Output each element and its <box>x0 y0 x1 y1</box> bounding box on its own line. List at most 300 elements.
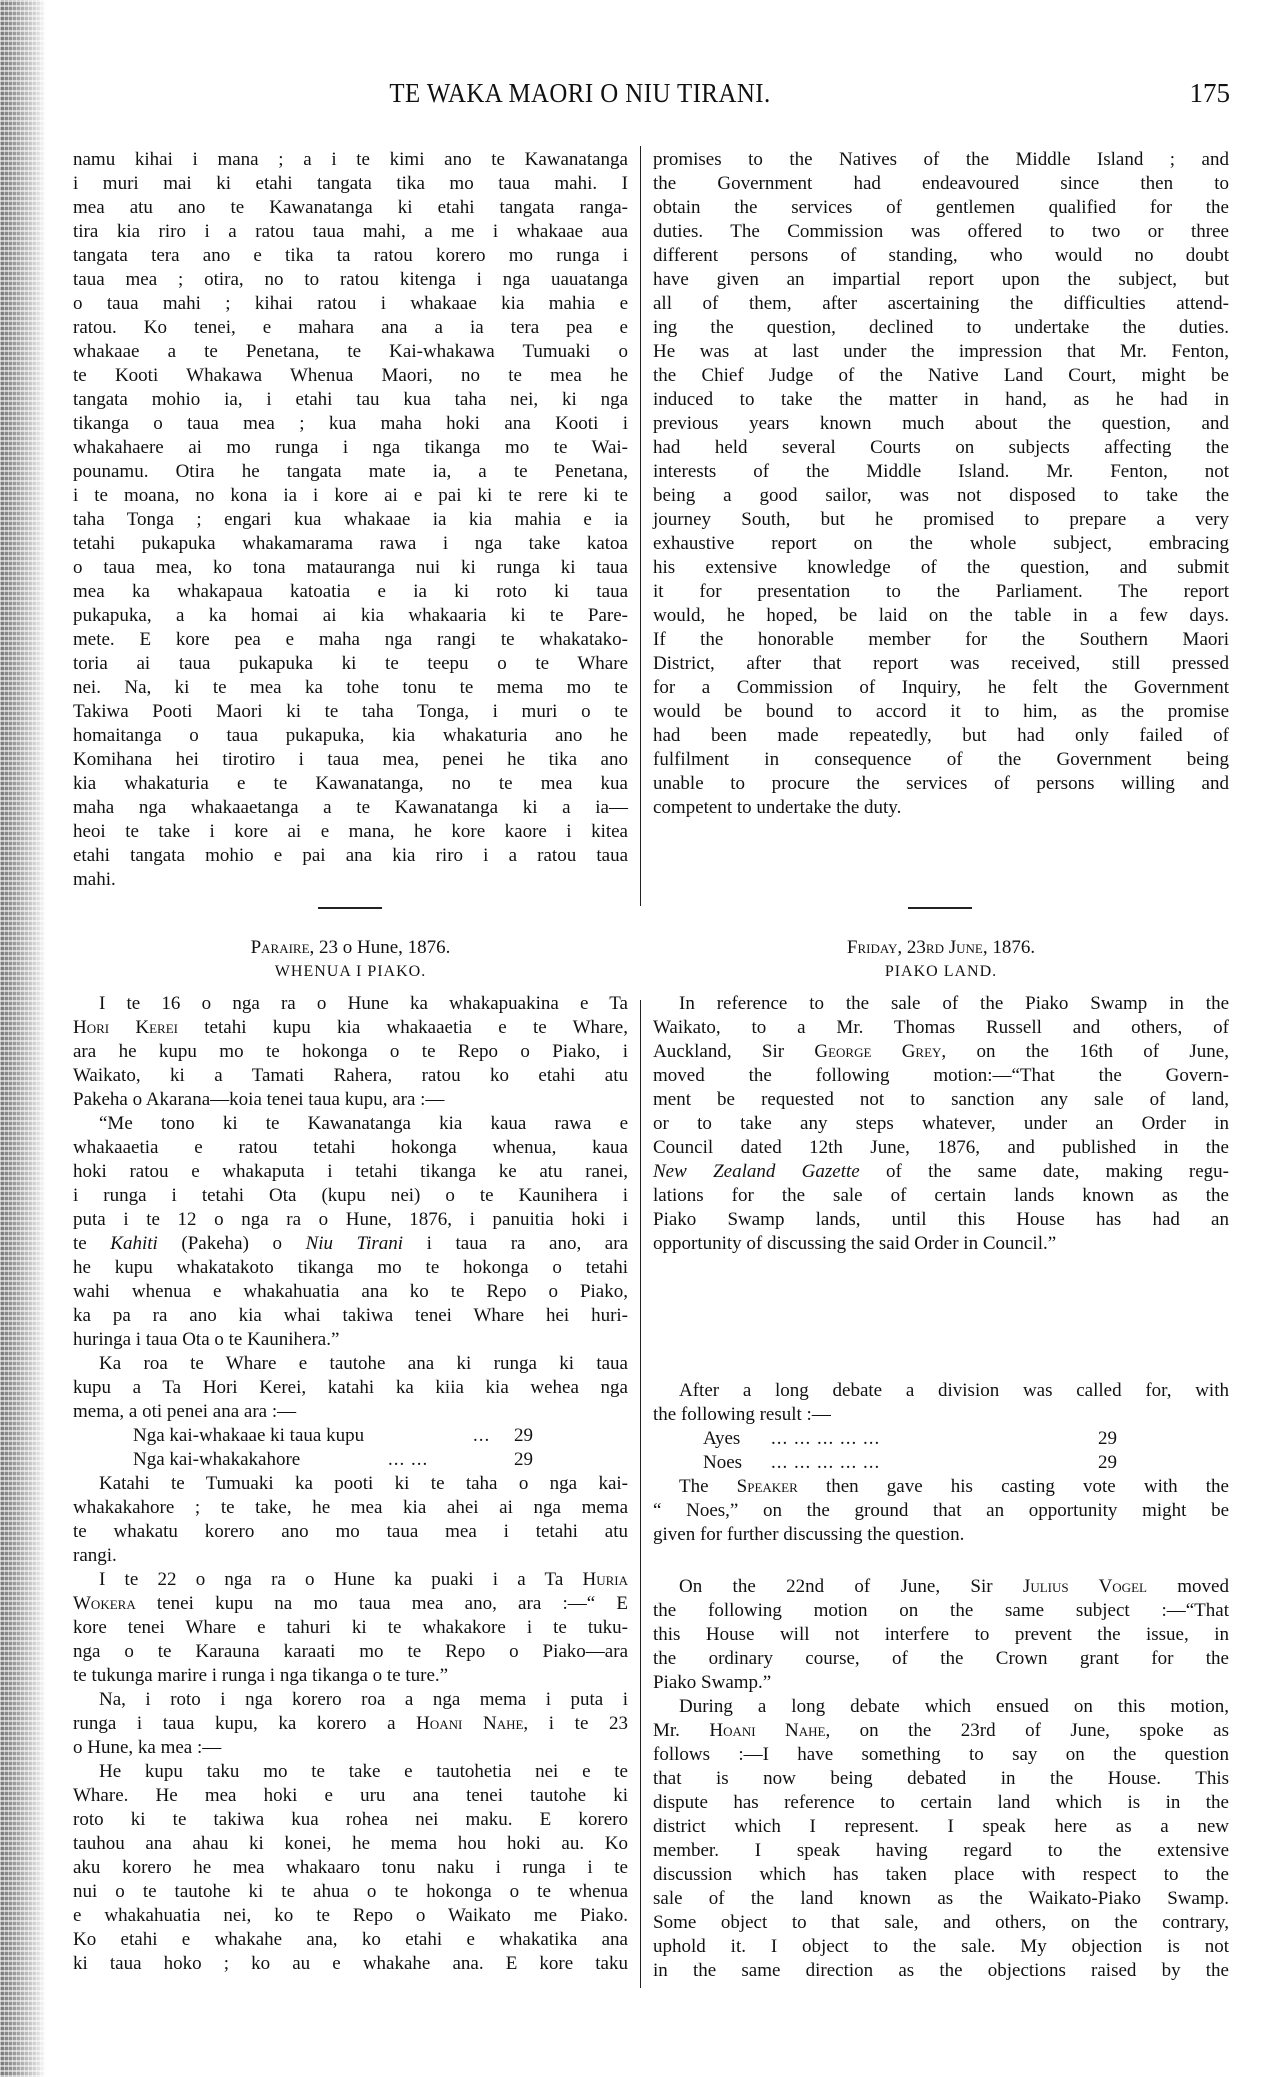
text-line <box>653 1791 1229 1815</box>
text-run: nei. Na, ki te mea ka tohe tonu te mema mo te <box>73 677 628 698</box>
text-run: te tukunga marire i runga i nga tikanga o te ture.” <box>73 1665 449 1686</box>
text-line <box>73 820 628 844</box>
text-run: in the same direction as the objections raised by the <box>653 1960 1229 1981</box>
text-line <box>73 1736 628 1760</box>
vote-label: Noes <box>703 1452 743 1473</box>
text-run: sale of the land known as the Waikato-Piako Swamp. <box>653 1888 1229 1909</box>
text-line <box>653 748 1229 772</box>
text-line <box>73 340 628 364</box>
text-run: it for presentation to the Parliament. The report <box>653 581 1229 602</box>
text-line <box>653 436 1229 460</box>
paragraph <box>73 992 628 1112</box>
left-part2 <box>73 1472 628 1976</box>
text-line <box>73 172 628 196</box>
small-caps-name: Hoani Nahe <box>416 1713 524 1734</box>
text-line <box>73 1496 628 1520</box>
text-line <box>653 1719 1229 1743</box>
vote-row <box>653 1427 1229 1451</box>
text-line <box>653 532 1229 556</box>
text-run: that is now being debated in the House. This <box>653 1768 1229 1789</box>
text-run: rangi. <box>73 1545 117 1566</box>
small-caps-name: Huria <box>582 1569 628 1590</box>
text-run: te whakatu korero ano mo taua mea i tetahi atu <box>73 1521 628 1542</box>
text-line <box>73 1232 628 1256</box>
paragraph <box>653 148 1229 820</box>
text-line <box>73 196 628 220</box>
text-run: whakakahore ; te take, he mea kia ahei ai nga mema <box>73 1497 628 1518</box>
text-run: tetahi pukapuka whakamarama rawa i nga take katoa <box>73 533 628 554</box>
text-run: whakaaetia e ratou tetahi hokonga whenua, kaua <box>73 1137 628 1158</box>
text-run: obtain the services of gentlemen qualified for the <box>653 197 1229 218</box>
text-run: maha nga whakaaetanga a te Kawanatanga ki a ia— <box>73 797 628 818</box>
text-run: district which I represent. I speak here as a new <box>653 1816 1229 1837</box>
text-line <box>73 1088 628 1112</box>
text-line <box>653 460 1229 484</box>
text-run: i runga i tetahi Ota (kupu nei) o te Kaunihera i <box>73 1185 628 1206</box>
text-run: his extensive knowledge of the question, and submit <box>653 557 1229 578</box>
text-line <box>73 796 628 820</box>
text-run: all of them, after ascertaining the difficulties attend- <box>653 293 1229 314</box>
text-line <box>73 1616 628 1640</box>
text-run: He was at last under the impression that Mr. Fenton, <box>653 341 1229 362</box>
text-run: pounamu. Otira he tangata mate ia, a te Penetana, <box>73 461 628 482</box>
text-run: Katahi te Tumuaki ka pooti ki te taha o nga kai- <box>99 1473 628 1494</box>
text-run: Ka roa te Whare e tautohe ana ki runga ki taua <box>99 1353 628 1374</box>
text-line <box>653 1767 1229 1791</box>
text-line <box>73 748 628 772</box>
text-line <box>653 508 1229 532</box>
text-line <box>73 1040 628 1064</box>
text-run: Komihana hei tirotiro i taua mea, penei he tika ano <box>73 749 628 770</box>
text-run: this House will not interfere to prevent the issue, in <box>653 1624 1229 1645</box>
text-line <box>73 532 628 556</box>
text-run: Waikato, to a Mr. Thomas Russell and others, of <box>653 1017 1229 1038</box>
text-line <box>73 244 628 268</box>
text-run: i taua ra ano, ara <box>403 1233 628 1254</box>
text-line <box>653 1112 1229 1136</box>
text-line <box>653 652 1229 676</box>
text-run: i muri mai ki etahi tangata tika mo taua mahi. I <box>73 173 628 194</box>
text-line <box>73 1328 628 1352</box>
text-run: puta i te 12 o nga ra o Hune, 1876, i panuitia hoki i <box>73 1209 628 1230</box>
text-line <box>653 1575 1229 1599</box>
text-line <box>653 412 1229 436</box>
text-run: tangata tera ano e tika ta ratou korero mo runga i <box>73 245 628 266</box>
text-line <box>73 1544 628 1568</box>
paragraph <box>653 992 1229 1256</box>
small-caps-name: Hori Kerei <box>73 1017 178 1038</box>
text-run: ka pa ra ano kia whai takiwa tenei Whare hei huri- <box>73 1305 628 1326</box>
text-run: , on the 23rd of June, spoke as <box>825 1720 1229 1741</box>
left-intro-text <box>73 148 628 892</box>
text-run: (Pakeha) o <box>157 1233 306 1254</box>
text-line <box>73 1640 628 1664</box>
text-run: being a good sailor, was not disposed to take the <box>653 485 1229 506</box>
right-vote-table <box>653 1427 1229 1475</box>
small-caps-name: Paraire <box>250 937 310 958</box>
text-run: e whakahuatia nei, ko te Repo o Waikato me Piako. <box>73 1905 628 1926</box>
text-run: wahi whenua e whakahuatia ana ko te Repo o Piako, <box>73 1281 628 1302</box>
text-line <box>653 1935 1229 1959</box>
text-line <box>73 220 628 244</box>
text-line <box>653 604 1229 628</box>
small-caps-name: George Grey <box>814 1041 942 1062</box>
small-caps-name: June <box>948 937 983 958</box>
paragraph <box>73 1352 628 1424</box>
text-line <box>653 1016 1229 1040</box>
text-run: mema, a oti penei ana ara :— <box>73 1401 297 1422</box>
text-run: He kupu taku mo te take e tautohetia nei e te <box>99 1761 628 1782</box>
paragraph <box>73 1688 628 1760</box>
text-line <box>73 460 628 484</box>
text-line <box>73 652 628 676</box>
text-line <box>73 844 628 868</box>
left-vote-table <box>73 1424 628 1472</box>
text-line <box>653 1403 1229 1427</box>
text-line <box>653 268 1229 292</box>
text-line <box>73 1880 628 1904</box>
text-line <box>73 1784 628 1808</box>
paragraph <box>653 1379 1229 1427</box>
text-line <box>653 1671 1229 1695</box>
text-line <box>73 772 628 796</box>
text-line <box>73 1928 628 1952</box>
text-run: I te 16 o nga ra o Hune ka whakapuakina e Ta <box>99 993 628 1014</box>
text-run: tetahi kupu kia whakaaetia e te Whare, <box>178 1017 628 1038</box>
text-run: then gave his casting vote with the <box>797 1476 1229 1497</box>
text-run: runga i taua kupu, ka korero a <box>73 1713 417 1734</box>
text-run: member. I speak having regard to the extensive <box>653 1840 1229 1861</box>
text-line <box>653 1839 1229 1863</box>
scan-edge-shadow <box>0 0 46 2077</box>
text-run: the following result :— <box>653 1404 831 1425</box>
vote-label: Ayes <box>703 1428 741 1449</box>
text-line <box>73 1832 628 1856</box>
text-run: previous years known much about the question, and <box>653 413 1229 434</box>
text-line <box>73 1136 628 1160</box>
text-run: In reference to the sale of the Piako Swamp in the <box>679 993 1229 1014</box>
text-run: Mr. <box>653 1720 710 1741</box>
text-line <box>73 316 628 340</box>
right-part2 <box>653 1379 1229 1427</box>
text-run: ratou. Ko tenei, e mahara ana a ia tera pea e <box>73 317 628 338</box>
column-divider <box>640 146 641 906</box>
text-line <box>73 1016 628 1040</box>
text-line <box>653 992 1229 1016</box>
text-line <box>653 724 1229 748</box>
text-run: “Me tono ki te Kawanatanga kia kaua rawa e <box>99 1113 628 1134</box>
text-line <box>653 244 1229 268</box>
text-line <box>653 1232 1229 1256</box>
text-run: had held several Courts on subjects affecting the <box>653 437 1229 458</box>
text-line <box>73 580 628 604</box>
text-run: nui o te tautohe ki te ahua o te hokonga o te whenua <box>73 1881 628 1902</box>
text-line <box>73 1760 628 1784</box>
text-line <box>653 700 1229 724</box>
vote-leader-dots: ... ... ... ... ... <box>771 1428 881 1449</box>
vote-count: 29 <box>514 1449 533 1470</box>
text-run: of the same date, making regu- <box>859 1161 1229 1182</box>
text-line <box>73 1304 628 1328</box>
text-line <box>653 1695 1229 1719</box>
small-caps-name: Julius Vogel <box>1022 1576 1147 1597</box>
vote-label: Nga kai-whakaae ki taua kupu <box>133 1425 365 1446</box>
text-run: whakahaere ai mo runga i nga tikanga mo te Wai- <box>73 437 628 458</box>
text-line <box>73 1256 628 1280</box>
text-line <box>653 1040 1229 1064</box>
text-run: o taua mahi ; kihai ratou i whakaae kia mahia e <box>73 293 628 314</box>
text-line <box>653 1743 1229 1767</box>
text-run: pukapuka, a ka homai ai kia whakaaria ki te Pare- <box>73 605 628 626</box>
right-part1 <box>653 992 1229 1256</box>
right-date-heading <box>653 936 1229 960</box>
text-line <box>73 992 628 1016</box>
text-run: If the honorable member for the Southern Maori <box>653 629 1229 650</box>
text-line <box>653 340 1229 364</box>
text-line <box>73 388 628 412</box>
small-caps-name: Hoani Nahe <box>709 1720 826 1741</box>
text-line <box>73 1376 628 1400</box>
text-line <box>653 556 1229 580</box>
text-line <box>653 1475 1229 1499</box>
section-rule <box>318 907 382 909</box>
paragraph <box>73 1472 628 1568</box>
text-run: moved <box>1146 1576 1229 1597</box>
text-line <box>73 1400 628 1424</box>
text-line <box>653 1088 1229 1112</box>
running-title: TE WAKA MAORI O NIU TIRANI. <box>389 78 771 108</box>
italic-title: Kahiti <box>110 1233 158 1254</box>
text-run: o Hune, ka mea :— <box>73 1737 222 1758</box>
text-run: Some object to that sale, and others, on the contrary, <box>653 1912 1229 1933</box>
text-line <box>73 1592 628 1616</box>
text-line <box>73 676 628 700</box>
text-line <box>653 1136 1229 1160</box>
text-run: tangata mohio ia, i etahi tau kua taha nei, ki nga <box>73 389 628 410</box>
text-line <box>73 628 628 652</box>
text-line <box>73 1064 628 1088</box>
text-run: ki taua hoko ; ko au e whakahe ana. E kore taku <box>73 1953 628 1974</box>
text-run: ing the question, declined to undertake the duties. <box>653 317 1229 338</box>
text-run: different persons of standing, who would no doubt <box>653 245 1229 266</box>
text-run: nga o te Karauna karaati mo te Repo o Piako—ara <box>73 1641 628 1662</box>
text-line <box>653 1863 1229 1887</box>
text-run: District, after that report was received, still pressed <box>653 653 1229 674</box>
text-run: ara he kupu mo te hokonga o te Repo o Piako, i <box>73 1041 628 1062</box>
text-run: mea atu ano te Kawanatanga ki etahi tangata ranga- <box>73 197 628 218</box>
text-run: , 23 <box>897 937 926 958</box>
text-line <box>73 1352 628 1376</box>
text-run: homaitanga o taua pukapuka, kia whakaturia ano he <box>73 725 628 746</box>
text-line <box>73 1856 628 1880</box>
text-run: After a long debate a division was called for, with <box>679 1380 1229 1401</box>
text-run: mete. E kore pea e maha nga rangi te whakatako- <box>73 629 628 650</box>
text-run: , 23 o Hune, 1876. <box>309 937 451 958</box>
text-run: mea ka whakapaua katoatia e ia ki roto ki taua <box>73 581 628 602</box>
text-run: , i te 23 <box>523 1713 628 1734</box>
paragraph <box>653 1475 1229 1547</box>
text-line <box>653 1160 1229 1184</box>
paragraph <box>73 1568 628 1688</box>
text-run: i te moana, no kona ia i kore ai e pai ki te rere ki te <box>73 485 628 506</box>
text-line <box>73 1904 628 1928</box>
text-run: kupu a Ta Hori Kerei, katahi ka kiia kia wehea nga <box>73 1377 628 1398</box>
text-line <box>73 604 628 628</box>
text-run: he kupu whakatakoto tikanga mo te hokonga o tetahi <box>73 1257 628 1278</box>
text-line <box>73 700 628 724</box>
text-run: for a Commission of Inquiry, he felt the Government <box>653 677 1229 698</box>
text-run: had been made repeatedly, but had only failed of <box>653 725 1229 746</box>
vote-row <box>73 1448 628 1472</box>
section-rule <box>908 907 972 909</box>
text-run: During a long debate which ensued on this motion, <box>679 1696 1229 1717</box>
text-run: huringa i taua Ota o te Kaunihera.” <box>73 1329 340 1350</box>
text-run: , on the 16th of June, <box>941 1041 1229 1062</box>
text-run: Piako Swamp.” <box>653 1672 772 1693</box>
text-line <box>73 268 628 292</box>
right-part4 <box>653 1575 1229 1983</box>
text-line <box>73 412 628 436</box>
page-number: 175 <box>1189 78 1230 108</box>
text-line <box>653 364 1229 388</box>
text-run: Whare. He mea hoki e uru ana tenei tautohe ki <box>73 1785 628 1806</box>
vote-label: Nga kai-whakakahore <box>133 1449 301 1470</box>
text-run: etahi tangata mohio e pai ana kia riro i a ratou taua <box>73 845 628 866</box>
text-line <box>653 1623 1229 1647</box>
text-run: follows :—I have something to say on the question <box>653 1744 1229 1765</box>
text-run: opportunity of discussing the said Order in Council.” <box>653 1233 1057 1254</box>
text-line <box>653 316 1229 340</box>
text-run: competent to undertake the duty. <box>653 797 902 818</box>
vote-row <box>653 1451 1229 1475</box>
right-division-block <box>653 1379 1229 1547</box>
text-line <box>73 436 628 460</box>
text-run: The <box>679 1476 737 1497</box>
right-section-heading: PIAKO LAND. <box>884 963 998 980</box>
text-line <box>73 1160 628 1184</box>
text-line <box>73 1208 628 1232</box>
text-run: o taua mea, ko tona matauranga nui ki runga ki taua <box>73 557 628 578</box>
text-run: mahi. <box>73 869 116 890</box>
text-run: Council dated 12th June, 1876, and published in the <box>653 1137 1229 1158</box>
text-run: uphold it. I object to the sale. My objection is not <box>653 1936 1229 1957</box>
left-part1 <box>73 992 628 1424</box>
text-line <box>653 196 1229 220</box>
text-run: the Chief Judge of the Native Land Court, might be <box>653 365 1229 386</box>
column-divider <box>640 1000 641 1988</box>
text-line <box>653 1499 1229 1523</box>
left-section-heading: WHENUA I PIAKO. <box>274 963 427 980</box>
paragraph <box>73 1760 628 1976</box>
text-run: Auckland, Sir <box>653 1041 815 1062</box>
text-line <box>653 628 1229 652</box>
text-line <box>653 484 1229 508</box>
text-run: ment be requested not to sanction any sale of land, <box>653 1089 1229 1110</box>
text-run: taua mea ; otira, no to ratou kitenga i nga uauatanga <box>73 269 628 290</box>
right-intro-text <box>653 148 1229 820</box>
text-line <box>653 172 1229 196</box>
vote-count: 29 <box>514 1425 533 1446</box>
text-line <box>653 148 1229 172</box>
text-run: “ Noes,” on the ground that an opportunity might be <box>653 1500 1229 1521</box>
text-run: toria ai taua pukapuka ki te teepu o te Whare <box>73 653 628 674</box>
text-line <box>73 1664 628 1688</box>
text-run: lations for the sale of certain lands known as the <box>653 1185 1229 1206</box>
text-run: discussion which has taken place with respect to the <box>653 1864 1229 1885</box>
text-line <box>653 292 1229 316</box>
text-run: Na, i roto i nga korero roa a nga mema i puta i <box>99 1689 628 1710</box>
text-line <box>73 1520 628 1544</box>
text-run: or to take any steps whatever, under an Order in <box>653 1113 1229 1134</box>
text-line <box>73 508 628 532</box>
text-line <box>653 1379 1229 1403</box>
text-run: would be bound to accord it to him, as the promise <box>653 701 1229 722</box>
text-line <box>653 1887 1229 1911</box>
text-run: unable to procure the services of persons willing and <box>653 773 1229 794</box>
vote-leader-dots: ... ... ... ... ... <box>771 1452 881 1473</box>
text-line <box>653 580 1229 604</box>
left-section-body <box>73 992 628 1976</box>
text-line <box>73 1472 628 1496</box>
text-line <box>653 1911 1229 1935</box>
text-run: tikanga o taua mea ; kua maha hoki ana Kooti i <box>73 413 628 434</box>
text-run: would, he hoped, be laid on the table in a few days. <box>653 605 1229 626</box>
text-run: , 1876. <box>982 937 1036 958</box>
paragraph <box>73 148 628 892</box>
italic-title: Niu Tirani <box>305 1233 404 1254</box>
text-line <box>653 772 1229 796</box>
text-run: tenei kupu na mo taua mea ano, ara :—“ E <box>135 1593 628 1614</box>
text-line <box>73 1280 628 1304</box>
text-line <box>653 1599 1229 1623</box>
paragraph <box>653 1695 1229 1983</box>
text-line <box>73 148 628 172</box>
text-line <box>653 1959 1229 1983</box>
text-run: Ko etahi e whakahe ana, ko etahi e whakatika ana <box>73 1929 628 1950</box>
left-date-heading <box>73 936 628 960</box>
text-line <box>653 796 1229 820</box>
text-line <box>73 868 628 892</box>
vote-row <box>73 1424 628 1448</box>
text-run: whakaae a te Penetana, te Kai-whakawa Tumuaki o <box>73 341 628 362</box>
text-run: given for further discussing the question. <box>653 1524 965 1545</box>
text-run: te <box>73 1233 111 1254</box>
text-line <box>653 1647 1229 1671</box>
text-run: tauhou ana ahau ki konei, he mema hou hoki au. Ko <box>73 1833 628 1854</box>
text-line <box>653 1523 1229 1547</box>
text-line <box>73 484 628 508</box>
text-run: heoi te take i kore ai e mana, he kore kaore i kitea <box>73 821 628 842</box>
text-run: te Kooti Whakawa Whenua Maori, no te mea he <box>73 365 628 386</box>
text-line <box>653 1815 1229 1839</box>
text-line <box>73 1568 628 1592</box>
text-run: namu kihai i mana ; a i te kimi ano te Kawanatanga <box>73 149 628 170</box>
text-line <box>653 1064 1229 1088</box>
text-line <box>653 676 1229 700</box>
text-run: taha Tonga ; engari kua whakaae ia kia mahia e ia <box>73 509 628 530</box>
right-part3 <box>653 1475 1229 1547</box>
paragraph <box>73 1112 628 1352</box>
text-line <box>73 1112 628 1136</box>
paragraph <box>653 1575 1229 1695</box>
text-line <box>653 220 1229 244</box>
text-run: Takiwa Pooti Maori ki te taha Tonga, i muri o te <box>73 701 628 722</box>
text-run: exhaustive report on the whole subject, embracing <box>653 533 1229 554</box>
small-caps-name: Speaker <box>736 1476 798 1497</box>
text-run: Piako Swamp lands, until this House has had an <box>653 1209 1229 1230</box>
text-line <box>73 724 628 748</box>
text-run: fulfilment in consequence of the Government being <box>653 749 1229 770</box>
